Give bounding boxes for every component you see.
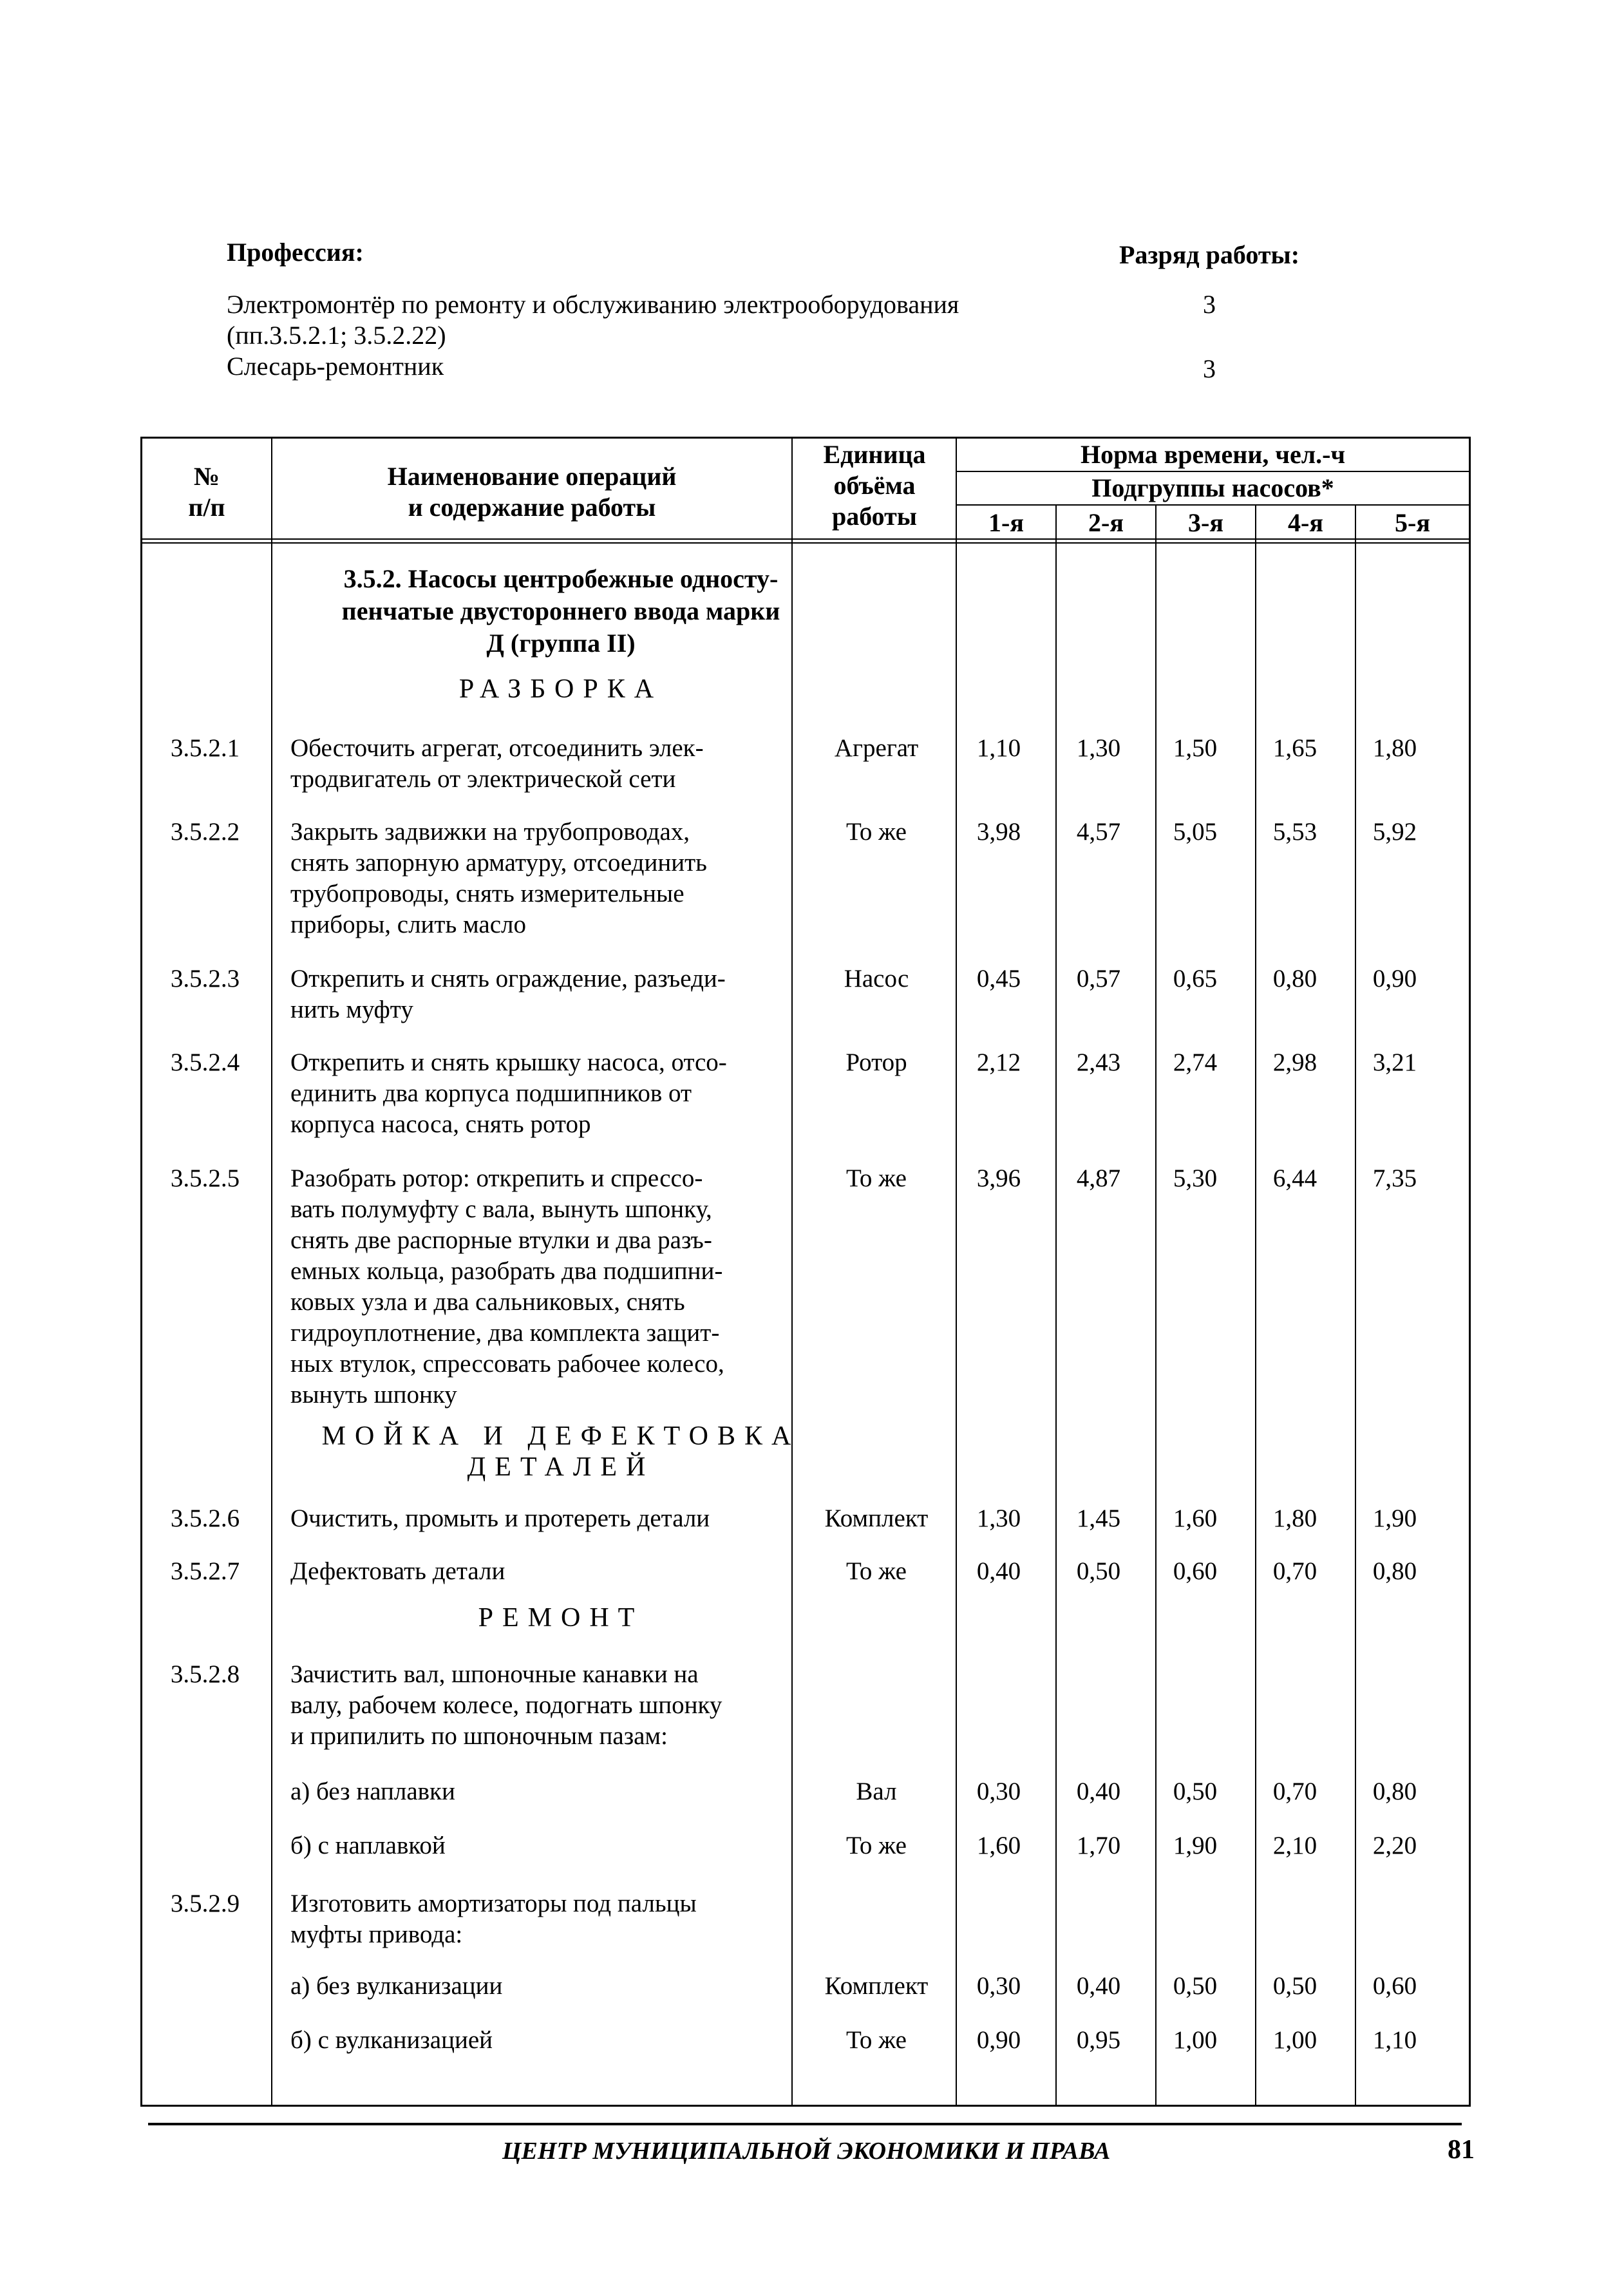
row-value-3: 2,74 — [1173, 1049, 1218, 1076]
row-name-line: приборы, слить масло — [290, 911, 527, 938]
header-subgroup-3: 3-я — [1188, 508, 1223, 537]
stage-disassembly: РАЗБОРКА — [458, 674, 663, 704]
row-value-3: 1,00 — [1173, 2026, 1218, 2054]
footer-rule — [148, 2123, 1462, 2125]
row-value-1: 0,40 — [976, 1557, 1021, 1585]
row-value-5: 0,80 — [1372, 1557, 1417, 1585]
row-name-line: б) с вулканизацией — [290, 2026, 493, 2054]
header-norm-title: Норма времени, чел.-ч — [1080, 440, 1346, 469]
section-title — [290, 563, 831, 660]
row-value-2: 0,95 — [1076, 2026, 1121, 2054]
row-value-5: 1,80 — [1372, 734, 1417, 762]
row-num: 3.5.2.4 — [170, 1049, 240, 1076]
stage-repair: РЕМОНТ — [478, 1603, 644, 1633]
row-value-2: 0,40 — [1076, 1972, 1121, 2000]
row-name-line: Открепить и снять ограждение, разъеди- — [290, 965, 726, 992]
row-value-3: 5,30 — [1173, 1164, 1218, 1192]
row-value-3: 0,50 — [1173, 1778, 1218, 1805]
row-value-4: 0,70 — [1272, 1557, 1317, 1585]
header-name-line-1: Наименование операций — [387, 462, 677, 491]
row-value-2: 4,57 — [1076, 818, 1121, 846]
row-unit: Вал — [856, 1778, 897, 1805]
row-name-line: гидроуплотнение, два комплекта защит- — [290, 1319, 720, 1347]
row-name — [290, 1163, 934, 1410]
row-value-4: 0,50 — [1272, 1972, 1317, 2000]
row-value-1: 2,12 — [976, 1049, 1021, 1076]
row-name-line: б) с наплавкой — [290, 1832, 446, 1859]
row-name-line: Изготовить амортизаторы под пальцы — [290, 1890, 697, 1917]
row-value-4: 0,70 — [1272, 1778, 1317, 1805]
row-name-line: Открепить и снять крышку насоса, отсо- — [290, 1049, 727, 1076]
header-unit — [794, 439, 955, 532]
row-name-line: тродвигатель от электрической сети — [290, 765, 676, 793]
row-num: 3.5.2.3 — [170, 965, 240, 992]
header-name-line-2: и содержание работы — [408, 493, 656, 522]
row-value-3: 1,60 — [1173, 1504, 1218, 1532]
row-value-5: 0,90 — [1372, 965, 1417, 992]
header-bottom-line-1 — [142, 538, 1469, 540]
section-title-line-2: пенчатые двустороннего ввода марки — [341, 596, 780, 625]
row-unit: То же — [846, 818, 907, 846]
header-num — [149, 461, 265, 523]
row-value-2: 1,45 — [1076, 1504, 1121, 1532]
row-value-3: 0,65 — [1173, 965, 1218, 992]
row-value-5: 2,20 — [1372, 1832, 1417, 1859]
row-value-2: 4,87 — [1076, 1164, 1121, 1192]
row-unit: Агрегат — [834, 734, 919, 762]
row-name-line: снять две распорные втулки и два разъ- — [290, 1226, 712, 1254]
profession-line-3: Слесарь-ремонтник — [227, 352, 444, 381]
row-name-line: а) без наплавки — [290, 1778, 455, 1805]
row-value-2: 0,50 — [1076, 1557, 1121, 1585]
row-value-1: 0,30 — [976, 1778, 1021, 1805]
profession-line-2: (пп.3.5.2.1; 3.5.2.22) — [227, 321, 446, 350]
row-name-line: Закрыть задвижки на трубопроводах, — [290, 818, 690, 846]
row-name-line: вать полумуфту с вала, вынуть шпонку, — [290, 1195, 712, 1223]
row-value-2: 0,57 — [1076, 965, 1121, 992]
row-name-line: нить муфту — [290, 996, 413, 1023]
row-value-5: 1,90 — [1372, 1504, 1417, 1532]
row-unit: То же — [846, 1557, 907, 1585]
row-name-line: емных кольца, разобрать два подшипни- — [290, 1257, 723, 1285]
row-name-line: трубопроводы, снять измерительные — [290, 880, 685, 907]
row-value-5: 1,10 — [1372, 2026, 1417, 2054]
row-value-5: 0,80 — [1372, 1778, 1417, 1805]
row-value-2: 0,40 — [1076, 1778, 1121, 1805]
row-value-1: 0,90 — [976, 2026, 1021, 2054]
row-unit: То же — [846, 1164, 907, 1192]
row-value-1: 0,30 — [976, 1972, 1021, 2000]
stage-wash-line-2: ДЕТАЛЕЙ — [467, 1452, 655, 1482]
row-value-1: 0,45 — [976, 965, 1021, 992]
row-value-4: 6,44 — [1272, 1164, 1317, 1192]
row-unit: Комплект — [824, 1972, 929, 2000]
row-value-3: 1,50 — [1173, 734, 1218, 762]
row-value-5: 7,35 — [1372, 1164, 1417, 1192]
header-unit-line-3: работы — [831, 502, 918, 531]
row-unit: Комплект — [824, 1504, 929, 1532]
header-subgroup-5: 5-я — [1395, 508, 1430, 537]
grade-label: Разряд работы: — [1119, 240, 1300, 269]
row-name-line: ковых узла и два сальниковых, снять — [290, 1288, 685, 1316]
header-unit-line-2: объёма — [833, 471, 916, 500]
header-num-line-2: п/п — [188, 493, 225, 522]
row-value-2: 2,43 — [1076, 1049, 1121, 1076]
row-num: 3.5.2.2 — [170, 818, 240, 846]
row-num: 3.5.2.9 — [170, 1890, 240, 1917]
stage-wash — [284, 1421, 838, 1483]
row-value-1: 3,98 — [976, 818, 1021, 846]
row-value-2: 1,70 — [1076, 1832, 1121, 1859]
header-norm-divider — [956, 471, 1469, 472]
row-name-line: Дефектовать детали — [290, 1557, 505, 1585]
profession-line-1: Электромонтёр по ремонту и обслуживанию электрооборудования — [227, 290, 959, 319]
page-number: 81 — [1448, 2135, 1475, 2165]
row-num: 3.5.2.6 — [170, 1504, 240, 1532]
row-value-4: 1,65 — [1272, 734, 1317, 762]
row-num: 3.5.2.8 — [170, 1660, 240, 1688]
row-unit: Ротор — [845, 1049, 907, 1076]
footer-org: ЦЕНТР МУНИЦИПАЛЬНОЙ ЭКОНОМИКИ И ПРАВА — [502, 2138, 1111, 2165]
row-name-line: муфты привода: — [290, 1921, 463, 1948]
header-subgroup-divider — [956, 504, 1469, 506]
row-name-line: снять запорную арматуру, отсоединить — [290, 849, 707, 877]
row-value-3: 5,05 — [1173, 818, 1218, 846]
row-unit: То же — [846, 1832, 907, 1859]
row-name — [290, 1659, 934, 1752]
col-divider-num — [271, 437, 272, 2105]
row-value-4: 0,80 — [1272, 965, 1317, 992]
row-name-line: Разобрать ротор: открепить и спрессо- — [290, 1164, 703, 1192]
header-subgroup-4: 4-я — [1288, 508, 1323, 537]
row-name-line: единить два корпуса подшипников от — [290, 1079, 692, 1107]
row-unit: Насос — [844, 965, 909, 992]
section-title-line-1: 3.5.2. Насосы центробежные односту- — [343, 564, 779, 593]
profession-line-1-grade: 3 — [1203, 290, 1216, 319]
row-value-1: 3,96 — [976, 1164, 1021, 1192]
profession-label: Профессия: — [227, 238, 364, 267]
row-name-line: Зачистить вал, шпоночные канавки на — [290, 1660, 699, 1688]
row-value-5: 5,92 — [1372, 818, 1417, 846]
header-subgroup-2: 2-я — [1088, 508, 1124, 537]
row-value-3: 0,60 — [1173, 1557, 1218, 1585]
row-num: 3.5.2.5 — [170, 1164, 240, 1192]
profession-line-3-grade: 3 — [1203, 354, 1216, 383]
row-name-line: ных втулок, спрессовать рабочее колесо, — [290, 1350, 724, 1378]
row-value-2: 1,30 — [1076, 734, 1121, 762]
row-name-line: Очистить, промыть и протереть детали — [290, 1504, 710, 1532]
row-value-4: 1,80 — [1272, 1504, 1317, 1532]
section-title-line-3: Д (группа II) — [486, 629, 636, 658]
row-name-line: корпуса насоса, снять ротор — [290, 1110, 591, 1138]
row-name-line: вынуть шпонку — [290, 1381, 457, 1409]
row-value-4: 1,00 — [1272, 2026, 1317, 2054]
row-value-4: 2,10 — [1272, 1832, 1317, 1859]
row-value-4: 2,98 — [1272, 1049, 1317, 1076]
row-value-1: 1,10 — [976, 734, 1021, 762]
row-name-line: и припилить по шпоночным пазам: — [290, 1722, 668, 1750]
row-unit: То же — [846, 2026, 907, 2054]
header-subgroups-title: Подгруппы насосов* — [1091, 473, 1334, 502]
row-name — [290, 1888, 934, 1950]
header-bottom-line-2 — [142, 542, 1469, 544]
row-value-1: 1,30 — [976, 1504, 1021, 1532]
header-subgroup-1: 1-я — [988, 508, 1024, 537]
row-value-3: 0,50 — [1173, 1972, 1218, 2000]
row-value-4: 5,53 — [1272, 818, 1317, 846]
stage-wash-line-1: МОЙКА И ДЕФЕКТОВКА — [321, 1421, 800, 1451]
table-top-border — [142, 437, 1469, 439]
norms-table — [140, 437, 1471, 2107]
row-name-line: валу, рабочем колесе, подогнать шпонку — [290, 1691, 722, 1719]
row-num: 3.5.2.7 — [170, 1557, 240, 1585]
row-value-1: 1,60 — [976, 1832, 1021, 1859]
header-unit-line-1: Единица — [823, 440, 926, 469]
row-name-line: а) без вулканизации — [290, 1972, 503, 2000]
row-value-3: 1,90 — [1173, 1832, 1218, 1859]
row-value-5: 3,21 — [1372, 1049, 1417, 1076]
header-num-line-1: № — [193, 462, 220, 491]
row-value-5: 0,60 — [1372, 1972, 1417, 2000]
header-name — [278, 461, 786, 523]
row-num: 3.5.2.1 — [170, 734, 240, 762]
row-name-line: Обесточить агрегат, отсоединить элек- — [290, 734, 704, 762]
